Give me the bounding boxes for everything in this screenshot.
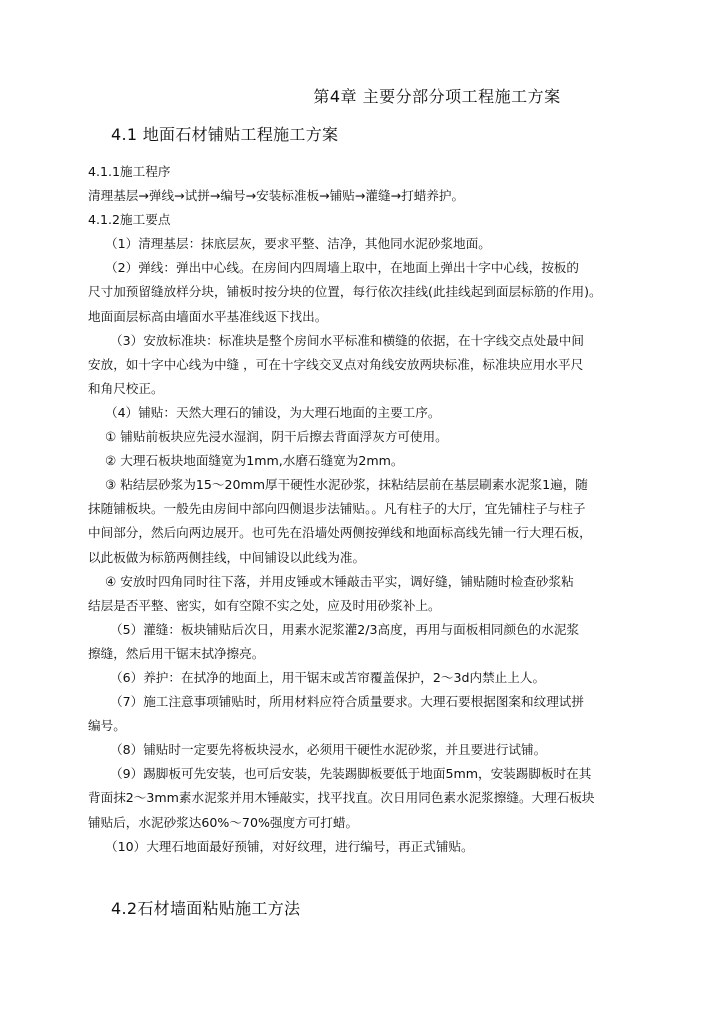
- list-item: ① 铺贴前板块应先浸水湿润，阴干后擦去背面浮灰方可使用。: [105, 429, 448, 445]
- chapter-title: 第4章 主要分部分项工程施工方案: [313, 87, 561, 106]
- paragraph-line: 地面面层标高由墙面水平基准线返下找出。: [88, 308, 328, 324]
- paragraph-line: 铺贴后，水泥砂浆达60%～70%强度方可打蜡。: [88, 814, 359, 830]
- paragraph-line: 以此板做为标筋两侧挂线，中间铺设以此线为准。: [88, 549, 366, 565]
- paragraph-line: （8）铺贴时一定要先将板块浸水，必须用干硬性水泥砂浆，并且要进行试铺。: [110, 742, 547, 758]
- subsection-heading: 4.1.1施工程序: [88, 164, 171, 179]
- paragraph-line: （9）踢脚板可先安装，也可后安装，先装踢脚板要低于地面5mm，安装踢脚板时在其: [110, 766, 592, 782]
- paragraph-line: 清理基层→弹线→试拼→编号→安装标准板→铺贴→灌缝→打蜡养护。: [88, 188, 465, 204]
- paragraph-line: （5）灌缝：板块铺贴后次日，用素水泥浆灌2/3高度，再用与面板相同颜色的水泥浆: [110, 621, 580, 637]
- section-title-4-2: 4.2石材墙面粘贴施工方法: [111, 899, 301, 918]
- paragraph-line: 编号。: [88, 718, 126, 734]
- paragraph-line: 安放，如十字中心线为中缝 ，可在十字线交叉点对角线安放两块标准，标准块应用水平尺: [88, 356, 584, 372]
- paragraph-line: （7）施工注意事项铺贴时，所用材料应符合质量要求。大理石要根据图案和纹理试拼: [110, 694, 584, 710]
- document-body: [88, 160, 648, 859]
- paragraph-line: 擦缝，然后用干锯末拭净擦亮。: [88, 645, 265, 661]
- paragraph-line: （1）清理基层：抹底层灰，要求平整、洁净，其他同水泥砂浆地面。: [105, 236, 491, 252]
- list-item: ③ 粘结层砂浆为15～20mm厚干硬性水泥砂浆，抹粘结层前在基层刷素水泥浆1遍，随: [105, 477, 588, 493]
- paragraph-line: 背面抹2～3mm素水泥浆并用木锤敲实，找平找直。次日用同色素水泥浆擦缝。大理石板块: [88, 790, 595, 806]
- paragraph-line: 和角尺校正。: [88, 380, 164, 396]
- paragraph-line: 尺寸加预留缝放样分块，铺板时按分块的位置，每行依次挂线(此挂线起到面层标筋的作用)。: [88, 284, 602, 300]
- paragraph-line: 抹随铺板块。一般先由房间中部向四侧退步法铺贴。。凡有柱子的大厅，宜先铺柱子与柱子: [88, 501, 586, 517]
- paragraph-line: 结层是否平整、密实，如有空隙不实之处，应及时用砂浆补上。: [88, 597, 441, 613]
- list-item: ② 大理石板块地面缝宽为1mm,水磨石缝宽为2mm。: [105, 453, 404, 469]
- section-title-4-1: 4.1 地面石材铺贴工程施工方案: [111, 125, 339, 144]
- subsection-heading: 4.1.2施工要点: [88, 212, 171, 228]
- paragraph-line: 中间部分，然后向两边展开。也可先在沿墙处两侧按弹线和地面标高线先铺一行大理石板，: [88, 525, 592, 541]
- list-item: ④ 安放时四角同时往下落，并用皮锤或木锤敲击平实，调好缝，铺贴随时检查砂浆粘: [105, 573, 574, 589]
- paragraph-line: （10）大理石地面最好预铺，对好纹理，进行编号，再正式铺贴。: [105, 838, 474, 854]
- paragraph-line: （4）铺贴：天然大理石的铺设，为大理石地面的主要工序。: [105, 404, 441, 420]
- paragraph-line: （6）养护：在拭净的地面上，用干锯末或苫帘覆盖保护，2～3d内禁止上人。: [110, 669, 546, 685]
- paragraph-line: （3）安放标准块：标准块是整个房间水平标准和横缝的依据，在十字线交点处最中间: [110, 332, 584, 348]
- paragraph-line: （2）弹线：弹出中心线。在房间内四周墙上取中，在地面上弹出十字中心线，按板的: [105, 260, 579, 276]
